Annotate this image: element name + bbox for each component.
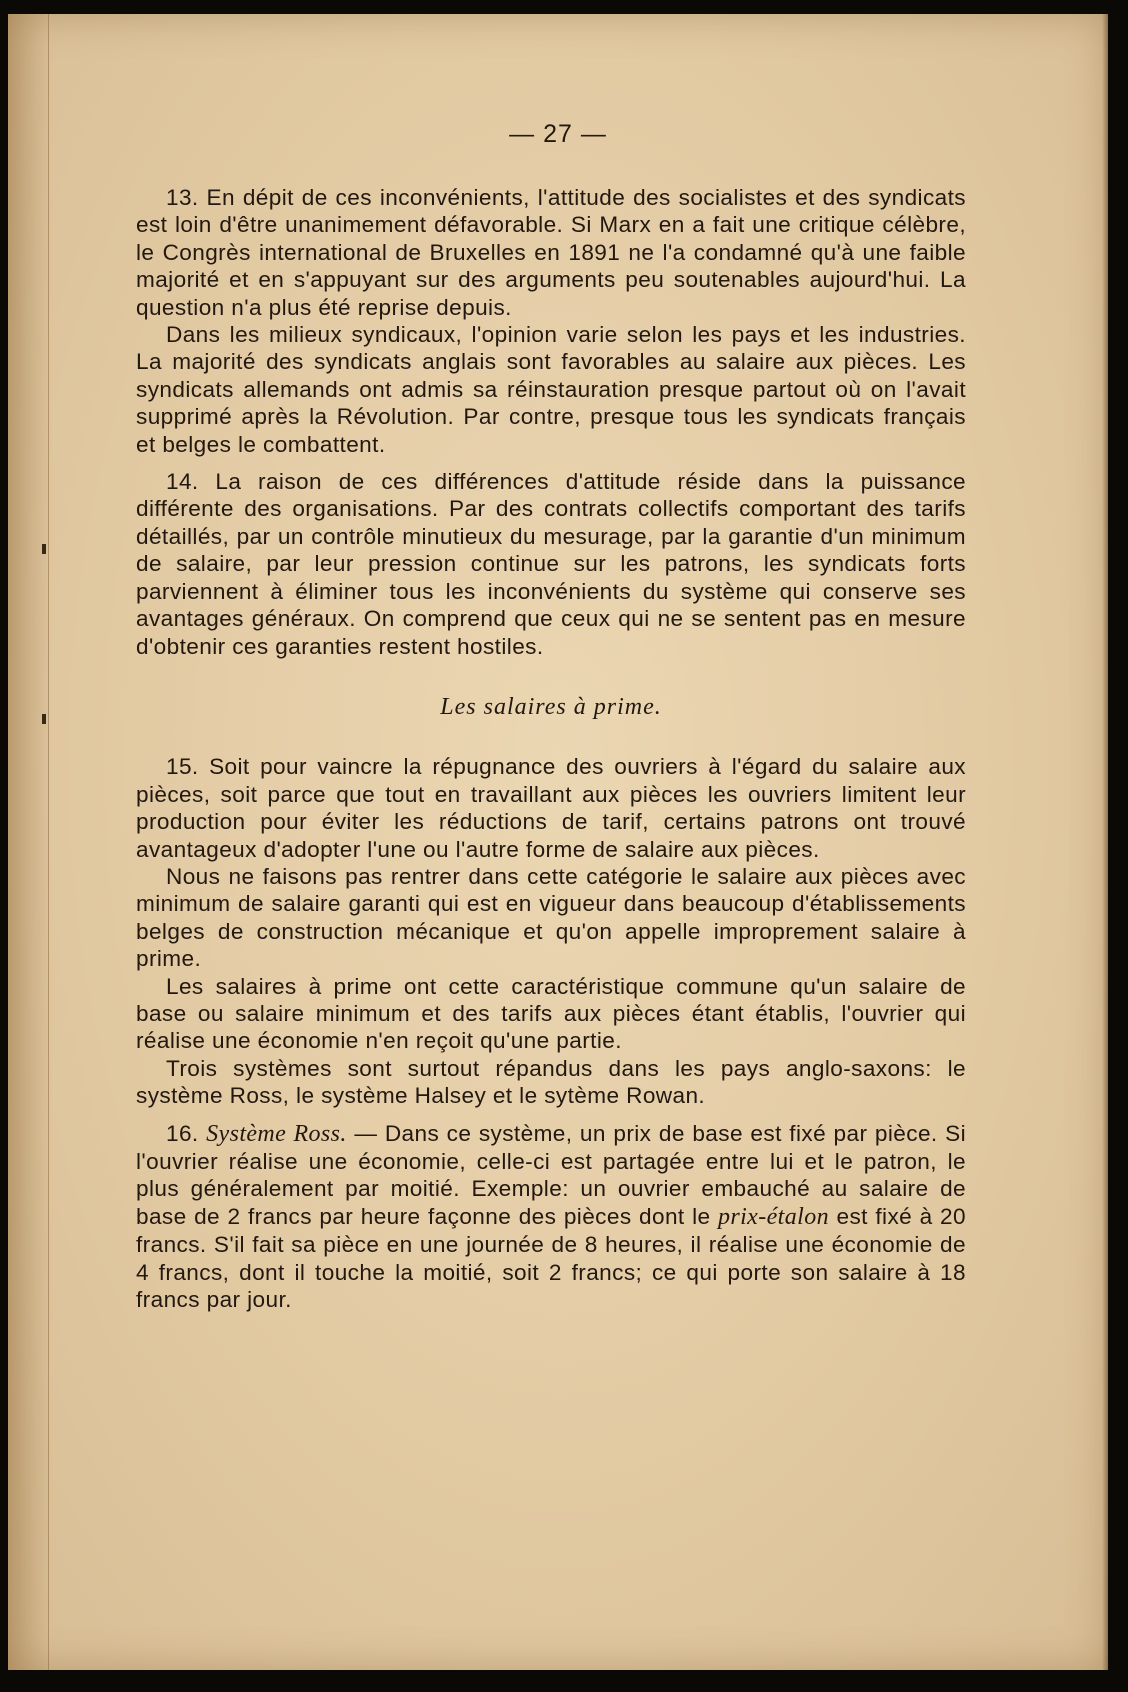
paragraph-15-continued-1: Nous ne faisons pas rentrer dans cette catégorie le salaire aux pièces avec minimum de salaire garanti qui est en vigueur dans beaucoup d'établissements belges de construction mécanique et qu'on appelle improprement salaire à prime. (136, 863, 966, 972)
paragraph-16-title: Système Ross. (206, 1120, 347, 1147)
paragraph-16-text-part1: — Dans ce système, un prix de base est fixé par pièce. Si l'ouvrier réalise une économie, celle-ci est partagée entre lui et le patron, le plus généralement par moitié. Exemple: un ouvrier embauché au salaire de base de 2 francs par heure façonne des pièces dont le (136, 1120, 966, 1229)
paragraph-13: 13. En dépit de ces inconvénients, l'attitude des socialistes et des syndicats est loin d'être unanimement défavorable. Si Marx en a fait une critique célèbre, le Congrès international de Bruxelles en 1891 ne l'a condamné qu'à une faible majorité et en s'appuyant sur des arguments peu soutenables aujourd'hui. La question n'a plus été reprise depuis. (136, 185, 966, 320)
body-text (136, 184, 966, 1313)
paragraph-16 (136, 1120, 966, 1314)
paragraph-15-continued-2: Les salaires à prime ont cette caractéristique commune qu'un salaire de base ou salaire minimum et des tarifs aux pièces étant établis, l'ouvrier qui réalise une économie n'en reçoit qu'une partie. (136, 973, 966, 1054)
page-right-edge (1102, 14, 1108, 1670)
paragraph-16-text-part2: est fixé à 20 francs. S'il fait sa pièce en une journée de 8 heures, il réalise une économie de 4 francs, dont il touche la moitié, soit 2 francs; ce qui porte son salaire à 18 francs par jour. (136, 1203, 966, 1313)
page-binding-edge (8, 14, 49, 1670)
paragraph-15: 15. Soit pour vaincre la répugnance des ouvriers à l'égard du salaire aux pièces, soit parce que tout en travaillant aux pièces les ouvriers limitent leur production pour éviter les réductions de tarif, certains patrons ont trouvé avantageux d'adopter l'une ou l'autre forme de salaire aux pièces. (136, 754, 966, 862)
paragraph-16-term: prix-étalon (717, 1203, 830, 1230)
book-page (8, 14, 1108, 1670)
section-heading: Les salaires à prime. (440, 693, 662, 720)
paragraph-16-number: 16. (166, 1120, 199, 1146)
paragraph-15-continued-3: Trois systèmes sont surtout répandus dans les pays anglo-saxons: le système Ross, le système Halsey et le sytème Rowan. (136, 1055, 966, 1109)
binding-stitch-mark (42, 544, 46, 554)
paragraph-14: 14. La raison de ces différences d'attitude réside dans la puissance différente des organisations. Par des contrats collectifs comportant des tarifs détaillés, par un contrôle minutieux du mesurage, par la garantie d'un minimum de salaire, par leur pression continue sur les patrons, les syndicats forts parviennent à éliminer tous les inconvénients du système qui conserve ses avantages généraux. On comprend que ceux qui ne se sentent pas en mesure d'obtenir ces garanties restent hostiles. (136, 469, 966, 659)
binding-stitch-mark (42, 714, 46, 724)
paragraph-13-continued: Dans les milieux syndicaux, l'opinion varie selon les pays et les industries. La majorité des syndicats anglais sont favorables au salaire aux pièces. Les syndicats allemands ont admis sa réinstauration presque partout où on l'avait supprimé après la Révolution. Par contre, presque tous les syndicats français et belges le combattent. (136, 322, 966, 457)
page-number: — 27 — (509, 120, 607, 148)
